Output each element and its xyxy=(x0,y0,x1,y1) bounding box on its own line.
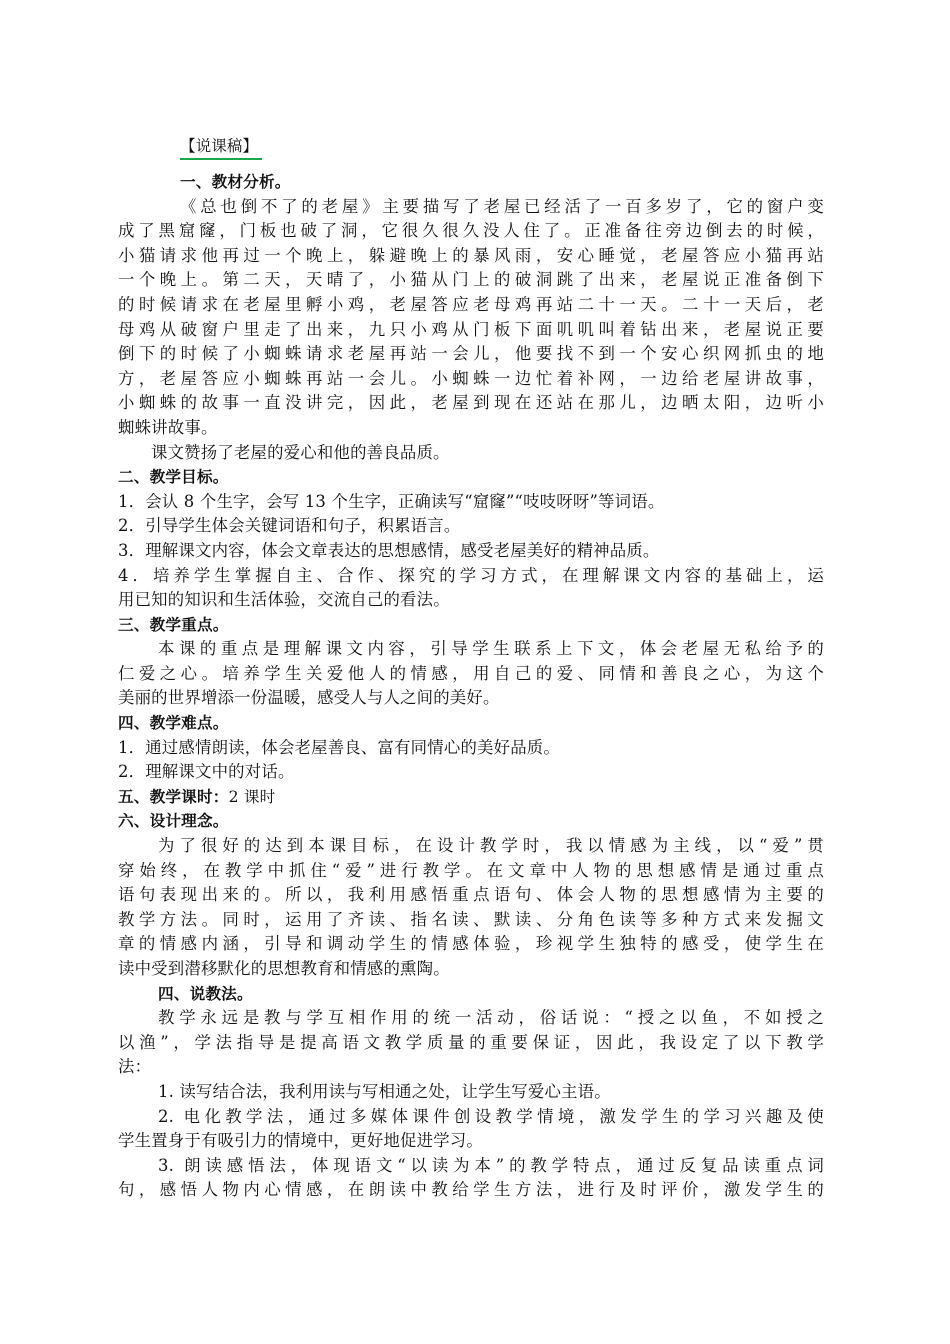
paragraph-summary: 课文赞扬了老屋的爱心和他的善良品质。 xyxy=(151,442,450,462)
section-heading-teaching-methods: 四、说教法。 xyxy=(158,984,253,1003)
document-title: 【说课稿】 xyxy=(180,136,262,160)
paragraph-line: 为了很好的达到本课目标，在设计教学时，我以情感为主线，以“爱”贯 xyxy=(158,836,824,856)
class-hours-label: 五、教学课时： xyxy=(118,787,229,806)
list-item: 3．理解课文内容，体会文章表达的思想感情，感受老屋美好的精神品质。 xyxy=(118,540,660,560)
list-item: 1．通过感情朗读，体会老屋善良、富有同情心的美好品质。 xyxy=(118,737,560,757)
class-hours-value: 2 课时 xyxy=(228,787,276,806)
section-heading-design-concept: 六、设计理念。 xyxy=(118,812,229,831)
document-page xyxy=(118,136,824,1203)
paragraph-line: 《总也倒不了的老屋》主要描写了老屋已经活了一百多岁了，它的窗户变 xyxy=(180,196,824,216)
paragraph-line: 法： xyxy=(118,1057,152,1077)
list-item: 2．理解课文中的对话。 xyxy=(118,762,295,782)
method-item: 3. 朗读感悟法，体现语文“以读为本”的教学特点，通过反复品读重点词 xyxy=(158,1155,824,1175)
paragraph-line: 倒下的时候了小蜘蛛请求老屋再站一会儿，他要找不到一个安心织网抓虫的地 xyxy=(118,344,824,364)
paragraph-line: 章的情感内涵，引导和调动学生的情感体验，珍视学生独特的感受，使学生在 xyxy=(118,934,824,954)
method-item-continuation: 学生置身于有吸引力的情境中，更好地促进学习。 xyxy=(118,1131,483,1151)
list-item: 4．培养学生掌握自主、合作、探究的学习方式，在理解课文内容的基础上，运 xyxy=(118,565,824,585)
section-heading-difficulties: 四、教学难点。 xyxy=(118,714,229,733)
paragraph-line: 一个晚上。第二天，天晴了，小猫从门上的破洞跳了出来，老屋说正准备倒下 xyxy=(118,270,824,290)
paragraph-line: 小猫请求他再过一个晚上，躲避晚上的暴风雨，安心睡觉，老屋答应小猫再站 xyxy=(118,245,824,265)
method-item-continuation: 句，感悟人物内心情感，在朗读中教给学生方法，进行及时评价，激发学生的 xyxy=(118,1180,824,1200)
paragraph-line: 读中受到潜移默化的思想教育和情感的熏陶。 xyxy=(118,959,450,978)
paragraph-line: 美丽的世界增添一份温暖，感受人与人之间的美好。 xyxy=(118,688,500,708)
paragraph-line: 穿始终，在教学中抓住“爱”进行教学。在文章中人物的思想感情是通过重点 xyxy=(118,860,824,880)
list-item: 1．会认 8 个生字，会写 13 个生字，正确读写“窟窿”“吱吱呀呀”等词语。 xyxy=(118,491,665,511)
paragraph-line: 仁爱之心。培养学生关爱他人的情感，用自己的爱、同情和善良之心，为这个 xyxy=(118,663,824,683)
paragraph-line: 本课的重点是理解课文内容，引导学生联系上下文，体会老屋无私给予的 xyxy=(158,639,824,659)
paragraph-line: 语句表现出来的。所以，我利用感悟重点语句、体会人物的思想感情为主要的 xyxy=(118,885,824,905)
list-item: 2．引导学生体会关键词语和句子，积累语言。 xyxy=(118,516,461,536)
section-heading-goals: 二、教学目标。 xyxy=(118,468,229,487)
paragraph-line: 以渔”，学法指导是提高语文教学质量的重要保证，因此，我设定了以下教学 xyxy=(118,1032,824,1052)
title-row xyxy=(118,136,824,170)
method-item: 1. 读写结合法，我利用读与写相通之处，让学生写爱心主语。 xyxy=(158,1081,611,1101)
paragraph-line: 教学方法。同时，运用了齐读、指名读、默读、分角色读等多种方式来发掘文 xyxy=(118,909,824,929)
section-heading-key-points: 三、教学重点。 xyxy=(118,615,229,634)
paragraph-line: 教学永远是教与学互相作用的统一活动，俗话说：“授之以鱼，不如授之 xyxy=(158,1008,824,1028)
section-heading-class-hours xyxy=(118,785,824,810)
list-item: 用已知的知识和生活体验，交流自己的看法。 xyxy=(118,590,450,610)
method-item: 2. 电化教学法，通过多媒体课件创设教学情境，激发学生的学习兴趣及使 xyxy=(158,1106,824,1126)
paragraph-line: 的时候请求在老屋里孵小鸡，老屋答应老母鸡再站二十一天。二十一天后，老 xyxy=(118,294,824,314)
section-heading-materials: 一、教材分析。 xyxy=(180,173,291,191)
paragraph-line: 小蜘蛛的故事一直没讲完，因此，老屋到现在还站在那儿，边晒太阳，边听小 xyxy=(118,393,824,413)
paragraph-line: 母鸡从破窗户里走了出来，九只小鸡从门板下面叽叽叫着钻出来，老屋说正要 xyxy=(118,319,824,339)
paragraph-line: 方，老屋答应小蜘蛛再站一会儿。小蜘蛛一边忙着补网，一边给老屋讲故事， xyxy=(118,368,824,388)
paragraph-line: 蜘蛛讲故事。 xyxy=(118,417,218,437)
paragraph-line: 成了黑窟窿，门板也破了洞，它很久很久没人住了。正准备往旁边倒去的时候， xyxy=(118,221,824,241)
